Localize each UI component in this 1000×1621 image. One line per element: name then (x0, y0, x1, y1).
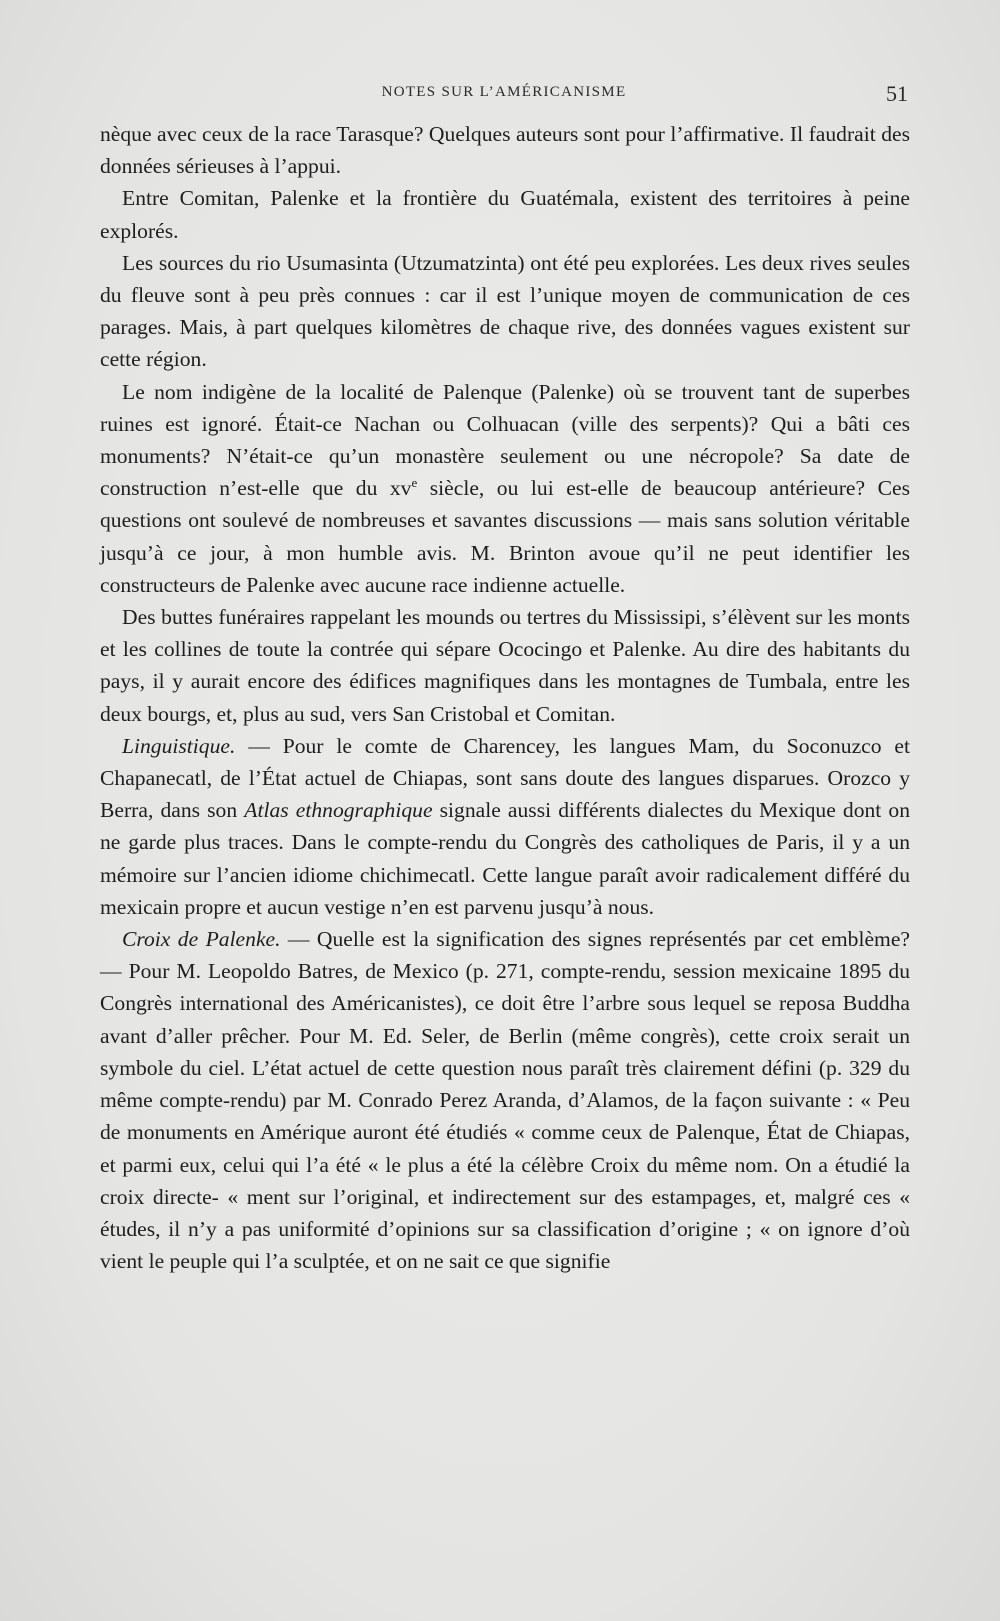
paragraph-text: nèque avec ceux de la race Tarasque? Quelques auteurs sont pour l’affirmative. Il faudrait des données sérieuses à l’appui. (100, 122, 910, 179)
section-heading-croix: Croix de Palenke. (122, 927, 281, 952)
page-header (100, 81, 908, 108)
section-heading-linguistique: Linguistique. (122, 733, 236, 758)
paragraph-continuation (100, 118, 910, 182)
paragraph-linguistique (100, 730, 910, 923)
book-title-italic: Atlas ethnographique (244, 798, 433, 823)
paragraph-usumasinta (100, 247, 910, 376)
century-superscript: e (411, 475, 418, 491)
paragraph-palenque-name (100, 376, 910, 601)
body-text (100, 118, 910, 1277)
paragraph-text: — Pour le comte de Charencey, les langues Mam, du Soconuzco et Chapanecatl, de l’État actuel de Chiapas, sont sans doute des langues disparues. Orozco y Berra, dans son (100, 733, 910, 823)
paragraph-text: siècle, ou lui est-elle de beaucoup antérieure? Ces questions ont soulevé de nombreuses et savantes discussions — mais sans solution véritable jusqu’à ce jour, à mon humble avis. M. Brinton avoue qu’il ne peut identifier les constructeurs de Palenke avec aucune race indienne actuelle. (100, 476, 910, 597)
paragraph-text: Les sources du rio Usumasinta (Utzumatzinta) ont été peu explorées. Les deux rives seules du fleuve sont à peu près connues : car il est l’unique moyen de communication de ces parages. Mais, à part quelques kilomètres de chaque rive, des données vagues existent sur cette région. (100, 250, 910, 372)
paragraph-comitan (100, 182, 910, 246)
paragraph-text: Entre Comitan, Palenke et la frontière du Guatémala, existent des territoires à peine explorés. (100, 186, 910, 243)
paragraph-croix (100, 923, 910, 1277)
paragraph-text: Des buttes funéraires rappelant les mounds ou tertres du Mississipi, s’élèvent sur les monts et les collines de toute la contrée qui sépare Ococingo et Palenke. Au dire des habitants du pays, il y aurait encore des édifices magnifiques dans les montagnes de Tumbala, entre les deux bourgs, et, plus au sud, vers San Cristobal et Comitan. (100, 605, 910, 726)
running-head: NOTES SUR L’AMÉRICANISME (381, 84, 627, 100)
paragraph-text: signale aussi différents dialectes du Mexique dont on ne garde plus traces. Dans le compte-rendu du Congrès des catholiques de Paris, il y a un mémoire sur l’ancien idiome chichimecatl. Cette langue paraît avoir radicalement différé du mexicain propre et aucun vestige n’en est parvenu jusqu’à nous. (100, 798, 910, 919)
paragraph-text: Le nom indigène de la localité de Palenque (Palenke) où se trouvent tant de superbes ruines est ignoré. Était-ce Nachan ou Colhuacan (ville des serpents)? Qui a bâti ces monuments? N’était-ce qu’un monastère seulement ou une nécropole? Sa date de construction n’est-elle que du xv (100, 379, 910, 501)
paragraph-text: — Quelle est la signification des signes représentés par cet emblème? — Pour M. Leopoldo Batres, de Mexico (p. 271, compte-rendu, session mexicaine 1895 du Congrès international des Américanistes), ce doit être l’arbre sous lequel se reposa Buddha avant d’aller prêcher. Pour M. Ed. Seler, de Berlin (même congrès), cette croix serait un symbole du ciel. L’état actuel de cette question nous paraît très clairement défini (p. 329 du même compte-rendu) par M. Conrado Perez Aranda, d’Alamos, de la façon suivante : « Peu de monuments en Amérique auront été étudiés « comme ceux de Palenque, État de Chiapas, et parmi eux, celui qui l’a été « le plus a été la célèbre Croix du même nom. On a étudié la croix directe- « ment sur l’original, et indirectement sur des estampages, et, malgré ces « études, il n’y a pas uniformité d’opinions sur sa classification d’origine ; « on ignore d’où vient le peuple qui l’a sculptée, et on ne sait ce que signifie (100, 927, 910, 1274)
page-number: 51 (886, 81, 908, 106)
paragraph-mounds (100, 601, 910, 730)
